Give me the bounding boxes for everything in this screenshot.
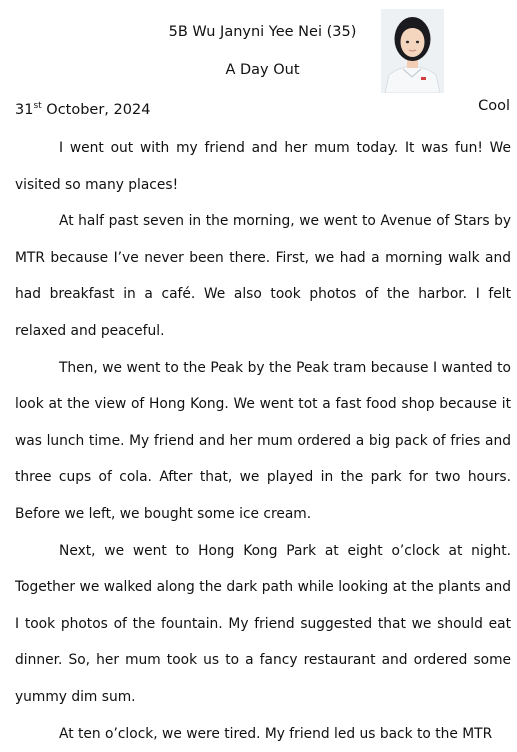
essay-title: A Day Out — [150, 60, 375, 80]
student-name: 5B Wu Janyni Yee Nei (35) — [150, 22, 375, 42]
paragraph: At ten o’clock, we were tired. My friend led us back to the MTR — [15, 716, 511, 752]
date-month-year: October, 2024 — [42, 102, 151, 118]
student-photo — [381, 9, 444, 93]
paragraph: I went out with my friend and her mum today. It was fun! We visited so many places! — [15, 130, 511, 203]
essay-body — [15, 130, 511, 752]
weather-label: Cool — [478, 96, 510, 116]
paragraph: At half past seven in the morning, we went to Avenue of Stars by MTR because I’ve never been there. First, we had a morning walk and had breakfast in a café. We also took photos of the harbor. I felt relaxed and peaceful. — [15, 203, 511, 349]
date-day: 31 — [15, 102, 33, 118]
cropped-header-fragment — [0, 0, 517, 2]
paragraph: Then, we went to the Peak by the Peak tram because I wanted to look at the view of Hong Kong. We went tot a fast food shop because it was lunch time. My friend and her mum ordered a big pack of fries and three cups of cola. After that, we played in the park for two hours. Before we left, we bought some ice cream. — [15, 350, 511, 533]
diary-date — [15, 96, 150, 120]
date-suffix: st — [33, 101, 41, 111]
paragraph: Next, we went to Hong Kong Park at eight o’clock at night. Together we walked along the dark path while looking at the plants and I took photos of the fountain. My friend suggested that we should eat dinner. So, her mum took us to a fancy restaurant and ordered some yummy dim sum. — [15, 533, 511, 716]
